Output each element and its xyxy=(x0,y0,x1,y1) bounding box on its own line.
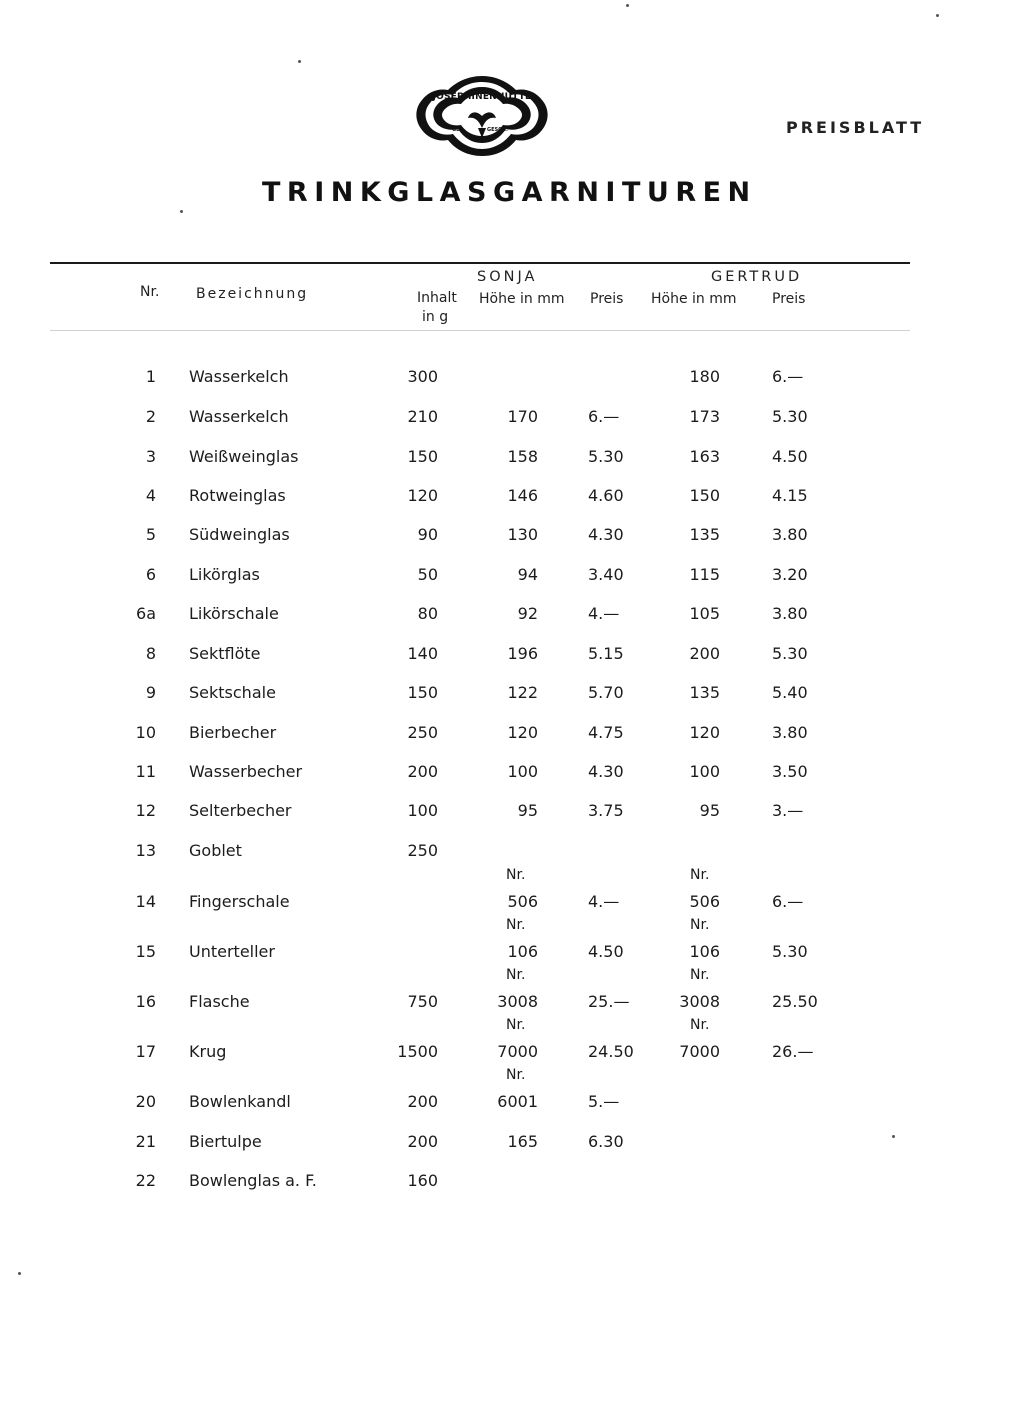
gertrud-hoehe-cell: 180 xyxy=(689,367,720,386)
sonja-hoehe-cell: 100 xyxy=(507,762,538,781)
sonja-hoehe-cell: 3008 xyxy=(497,992,538,1011)
row-nr: 4 xyxy=(145,486,156,505)
row-inhalt: 160 xyxy=(407,1171,438,1190)
row-bezeichnung: Wasserbecher xyxy=(189,762,303,781)
gertrud-hoehe-cell: 173 xyxy=(689,407,720,426)
gertrud-preis-cell: 4.50 xyxy=(772,447,808,466)
row-bezeichnung: Wasserkelch xyxy=(189,407,289,426)
row-inhalt: 200 xyxy=(407,1092,438,1111)
gertrud-preis-cell: 26.— xyxy=(772,1042,814,1061)
row-nr: 6a xyxy=(136,604,156,623)
sonja-preis-cell: 4.60 xyxy=(588,486,624,505)
sonja-preis-cell: 6.30 xyxy=(588,1132,624,1151)
gertrud-hoehe-cell: 506 xyxy=(689,892,720,911)
gertrud-nr-label: Nr. xyxy=(690,1017,710,1033)
gertrud-preis-header: Preis xyxy=(772,291,806,307)
row-nr: 6 xyxy=(145,565,156,584)
row-bezeichnung: Bowlenkandl xyxy=(189,1092,291,1111)
sonja-preis-cell: 3.40 xyxy=(588,565,624,584)
sonja-preis-cell: 24.50 xyxy=(588,1042,634,1061)
gertrud-hoehe-cell: 106 xyxy=(689,942,720,961)
sonja-preis-cell: 4.30 xyxy=(588,525,624,544)
sonja-hoehe-cell: 7000 xyxy=(497,1042,538,1061)
sonja-nr-label: Nr. xyxy=(506,917,526,933)
sonja-preis-cell: 4.30 xyxy=(588,762,624,781)
scan-speck xyxy=(936,14,939,17)
col-bezeichnung-header: Bezeichnung xyxy=(196,286,309,302)
sonja-preis-header: Preis xyxy=(590,291,624,307)
row-bezeichnung: Rotweinglas xyxy=(189,486,286,505)
sonja-preis-cell: 4.— xyxy=(588,604,620,623)
scan-speck xyxy=(892,1135,895,1138)
sonja-nr-label: Nr. xyxy=(506,1017,526,1033)
row-nr: 11 xyxy=(135,762,156,781)
josephinenhuette-logo xyxy=(412,72,552,158)
sonja-preis-cell: 4.50 xyxy=(588,942,624,961)
row-nr: 20 xyxy=(135,1092,156,1111)
gertrud-preis-cell: 3.80 xyxy=(772,525,808,544)
gertrud-hoehe-cell: 200 xyxy=(689,644,720,663)
row-inhalt: 250 xyxy=(407,841,438,860)
row-bezeichnung: Krug xyxy=(189,1042,227,1061)
col-inhalt-header: Inhalt xyxy=(417,290,457,306)
row-bezeichnung: Biertulpe xyxy=(189,1132,262,1151)
row-bezeichnung: Sektflöte xyxy=(189,644,261,663)
sonja-preis-cell: 4.— xyxy=(588,892,620,911)
logo-mark-left: GES. xyxy=(452,127,466,133)
row-inhalt: 300 xyxy=(407,367,438,386)
sonja-hoehe-cell: 146 xyxy=(507,486,538,505)
row-bezeichnung: Flasche xyxy=(189,992,250,1011)
row-inhalt: 120 xyxy=(407,486,438,505)
col-nr-header: Nr. xyxy=(140,284,160,300)
row-inhalt: 150 xyxy=(407,683,438,702)
row-nr: 3 xyxy=(145,447,156,466)
gertrud-preis-cell: 5.30 xyxy=(772,942,808,961)
sonja-nr-label: Nr. xyxy=(506,867,526,883)
row-bezeichnung: Wasserkelch xyxy=(189,367,289,386)
scan-speck xyxy=(18,1272,21,1275)
row-nr: 22 xyxy=(135,1171,156,1190)
gertrud-hoehe-cell: 100 xyxy=(689,762,720,781)
gertrud-preis-cell: 3.— xyxy=(772,801,804,820)
row-nr: 17 xyxy=(135,1042,156,1061)
row-bezeichnung: Goblet xyxy=(189,841,242,860)
preisblatt-label: PREISBLATT xyxy=(786,118,925,137)
gertrud-preis-cell: 6.— xyxy=(772,367,804,386)
row-inhalt: 100 xyxy=(407,801,438,820)
row-inhalt: 200 xyxy=(407,1132,438,1151)
row-bezeichnung: Weißweinglas xyxy=(189,447,299,466)
header-rule xyxy=(50,262,910,264)
row-inhalt: 140 xyxy=(407,644,438,663)
gertrud-preis-cell: 3.80 xyxy=(772,604,808,623)
sonja-preis-cell: 6.— xyxy=(588,407,620,426)
gertrud-preis-cell: 3.50 xyxy=(772,762,808,781)
sonja-hoehe-cell: 196 xyxy=(507,644,538,663)
row-inhalt: 90 xyxy=(417,525,438,544)
row-bezeichnung: Bowlenglas a. F. xyxy=(189,1171,317,1190)
row-bezeichnung: Selterbecher xyxy=(189,801,292,820)
row-nr: 14 xyxy=(135,892,156,911)
gertrud-preis-cell: 4.15 xyxy=(772,486,808,505)
row-inhalt: 750 xyxy=(407,992,438,1011)
header-faint-rule xyxy=(50,330,910,331)
sonja-hoehe-header: Höhe in mm xyxy=(479,291,565,307)
sonja-preis-cell: 4.75 xyxy=(588,723,624,742)
sonja-preis-cell: 5.30 xyxy=(588,447,624,466)
row-inhalt: 200 xyxy=(407,762,438,781)
sonja-hoehe-cell: 95 xyxy=(517,801,538,820)
row-bezeichnung: Likörschale xyxy=(189,604,279,623)
row-inhalt: 1500 xyxy=(397,1042,438,1061)
gertrud-preis-cell: 3.20 xyxy=(772,565,808,584)
row-inhalt: 150 xyxy=(407,447,438,466)
sonja-hoehe-cell: 122 xyxy=(507,683,538,702)
gertrud-hoehe-cell: 3008 xyxy=(679,992,720,1011)
sonja-preis-cell: 5.15 xyxy=(588,644,624,663)
row-bezeichnung: Bierbecher xyxy=(189,723,277,742)
sonja-nr-label: Nr. xyxy=(506,1067,526,1083)
row-bezeichnung: Fingerschale xyxy=(189,892,290,911)
gertrud-hoehe-cell: 135 xyxy=(689,683,720,702)
gertrud-hoehe-cell: 163 xyxy=(689,447,720,466)
sonja-hoehe-cell: 165 xyxy=(507,1132,538,1151)
row-bezeichnung: Sektschale xyxy=(189,683,276,702)
sonja-preis-cell: 3.75 xyxy=(588,801,624,820)
row-nr: 2 xyxy=(145,407,156,426)
row-nr: 16 xyxy=(135,992,156,1011)
sonja-hoehe-cell: 106 xyxy=(507,942,538,961)
row-inhalt: 210 xyxy=(407,407,438,426)
row-nr: 21 xyxy=(135,1132,156,1151)
gertrud-preis-cell: 5.30 xyxy=(772,644,808,663)
scan-speck xyxy=(626,4,629,7)
scan-speck xyxy=(298,60,301,63)
row-nr: 10 xyxy=(135,723,156,742)
gertrud-hoehe-cell: 115 xyxy=(689,565,720,584)
gertrud-preis-cell: 5.30 xyxy=(772,407,808,426)
sonja-hoehe-cell: 170 xyxy=(507,407,538,426)
row-nr: 9 xyxy=(145,683,156,702)
sonja-nr-label: Nr. xyxy=(506,967,526,983)
sonja-preis-cell: 5.— xyxy=(588,1092,620,1111)
gertrud-hoehe-cell: 105 xyxy=(689,604,720,623)
gertrud-preis-cell: 6.— xyxy=(772,892,804,911)
row-bezeichnung: Unterteller xyxy=(189,942,275,961)
page-title: TRINKGLASGARNITUREN xyxy=(262,177,757,208)
row-nr: 5 xyxy=(145,525,156,544)
row-nr: 12 xyxy=(135,801,156,820)
gertrud-hoehe-cell: 7000 xyxy=(679,1042,720,1061)
row-nr: 13 xyxy=(135,841,156,860)
gertrud-nr-label: Nr. xyxy=(690,917,710,933)
row-nr: 15 xyxy=(135,942,156,961)
sonja-hoehe-cell: 120 xyxy=(507,723,538,742)
gertrud-hoehe-cell: 135 xyxy=(689,525,720,544)
row-bezeichnung: Likörglas xyxy=(189,565,260,584)
row-inhalt: 80 xyxy=(417,604,438,623)
gertrud-preis-cell: 3.80 xyxy=(772,723,808,742)
sonja-preis-cell: 25.— xyxy=(588,992,630,1011)
row-inhalt: 50 xyxy=(417,565,438,584)
gertrud-hoehe-cell: 95 xyxy=(699,801,720,820)
sonja-hoehe-cell: 130 xyxy=(507,525,538,544)
gertrud-preis-cell: 5.40 xyxy=(772,683,808,702)
group-sonja-header: SONJA xyxy=(477,269,538,285)
gertrud-hoehe-cell: 120 xyxy=(689,723,720,742)
gertrud-hoehe-header: Höhe in mm xyxy=(651,291,737,307)
row-nr: 8 xyxy=(145,644,156,663)
row-nr: 1 xyxy=(145,367,156,386)
gertrud-nr-label: Nr. xyxy=(690,867,710,883)
logo-brand-text: JOSEPHINENHÜTTE xyxy=(432,92,532,102)
logo-mark-right: GESCH. xyxy=(487,127,508,133)
group-gertrud-header: GERTRUD xyxy=(711,269,803,285)
scan-speck xyxy=(180,210,183,213)
gertrud-preis-cell: 25.50 xyxy=(772,992,818,1011)
col-inhalt-unit: in g xyxy=(422,309,449,325)
sonja-hoehe-cell: 92 xyxy=(517,604,538,623)
sonja-hoehe-cell: 94 xyxy=(517,565,538,584)
sonja-hoehe-cell: 6001 xyxy=(497,1092,538,1111)
gertrud-nr-label: Nr. xyxy=(690,967,710,983)
sonja-hoehe-cell: 506 xyxy=(507,892,538,911)
gertrud-hoehe-cell: 150 xyxy=(689,486,720,505)
row-bezeichnung: Südweinglas xyxy=(189,525,290,544)
sonja-hoehe-cell: 158 xyxy=(507,447,538,466)
row-inhalt: 250 xyxy=(407,723,438,742)
sonja-preis-cell: 5.70 xyxy=(588,683,624,702)
